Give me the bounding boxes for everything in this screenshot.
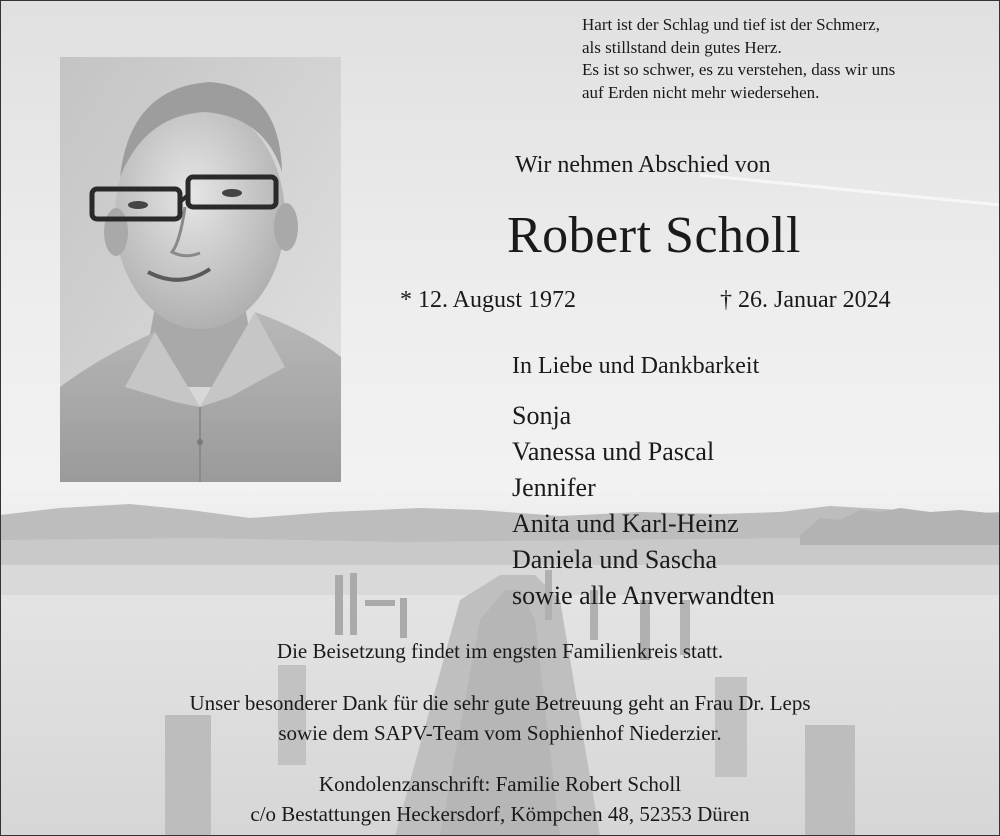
- thanks-line-1: Unser besonderer Dank für die sehr gute Betreuung geht an Frau Dr. Leps: [189, 691, 811, 715]
- mourner-name: Anita und Karl-Heinz: [512, 509, 739, 538]
- address-line-2: c/o Bestattungen Heckersdorf, Kömpchen 48, 52353 Düren: [250, 802, 750, 826]
- deceased-name: Robert Scholl: [507, 207, 801, 264]
- poem-line: Es ist so schwer, es zu verstehen, dass wir uns: [582, 60, 896, 79]
- mourner-name: Vanessa und Pascal: [512, 437, 715, 466]
- mourner-name: sowie alle Anverwandten: [512, 581, 775, 610]
- mourner-name: Sonja: [512, 401, 572, 430]
- portrait-photo: [60, 57, 341, 482]
- farewell-intro: Wir nehmen Abschied von: [515, 152, 771, 178]
- mourners-list: [512, 398, 775, 614]
- mourners-intro: In Liebe und Dankbarkeit: [512, 353, 760, 379]
- mourner-name: Jennifer: [512, 473, 596, 502]
- mourner-name: Daniela und Sascha: [512, 545, 718, 574]
- poem-line: auf Erden nicht mehr wiedersehen.: [582, 82, 820, 102]
- poem-line: als stillstand dein gutes Herz.: [582, 37, 782, 57]
- poem-line: Hart ist der Schlag und tief ist der Schmerz,: [582, 15, 880, 34]
- birth-date: * 12. August 1972: [400, 287, 577, 313]
- thanks-line-2: sowie dem SAPV-Team vom Sophienhof Niederzier.: [278, 721, 722, 745]
- address-line-1: Kondolenzanschrift: Familie Robert Scholl: [318, 772, 682, 796]
- poem: [582, 14, 992, 104]
- death-date: † 26. Januar 2024: [720, 287, 891, 313]
- burial-note: Die Beisetzung findet im engsten Familienkreis statt.: [276, 639, 724, 663]
